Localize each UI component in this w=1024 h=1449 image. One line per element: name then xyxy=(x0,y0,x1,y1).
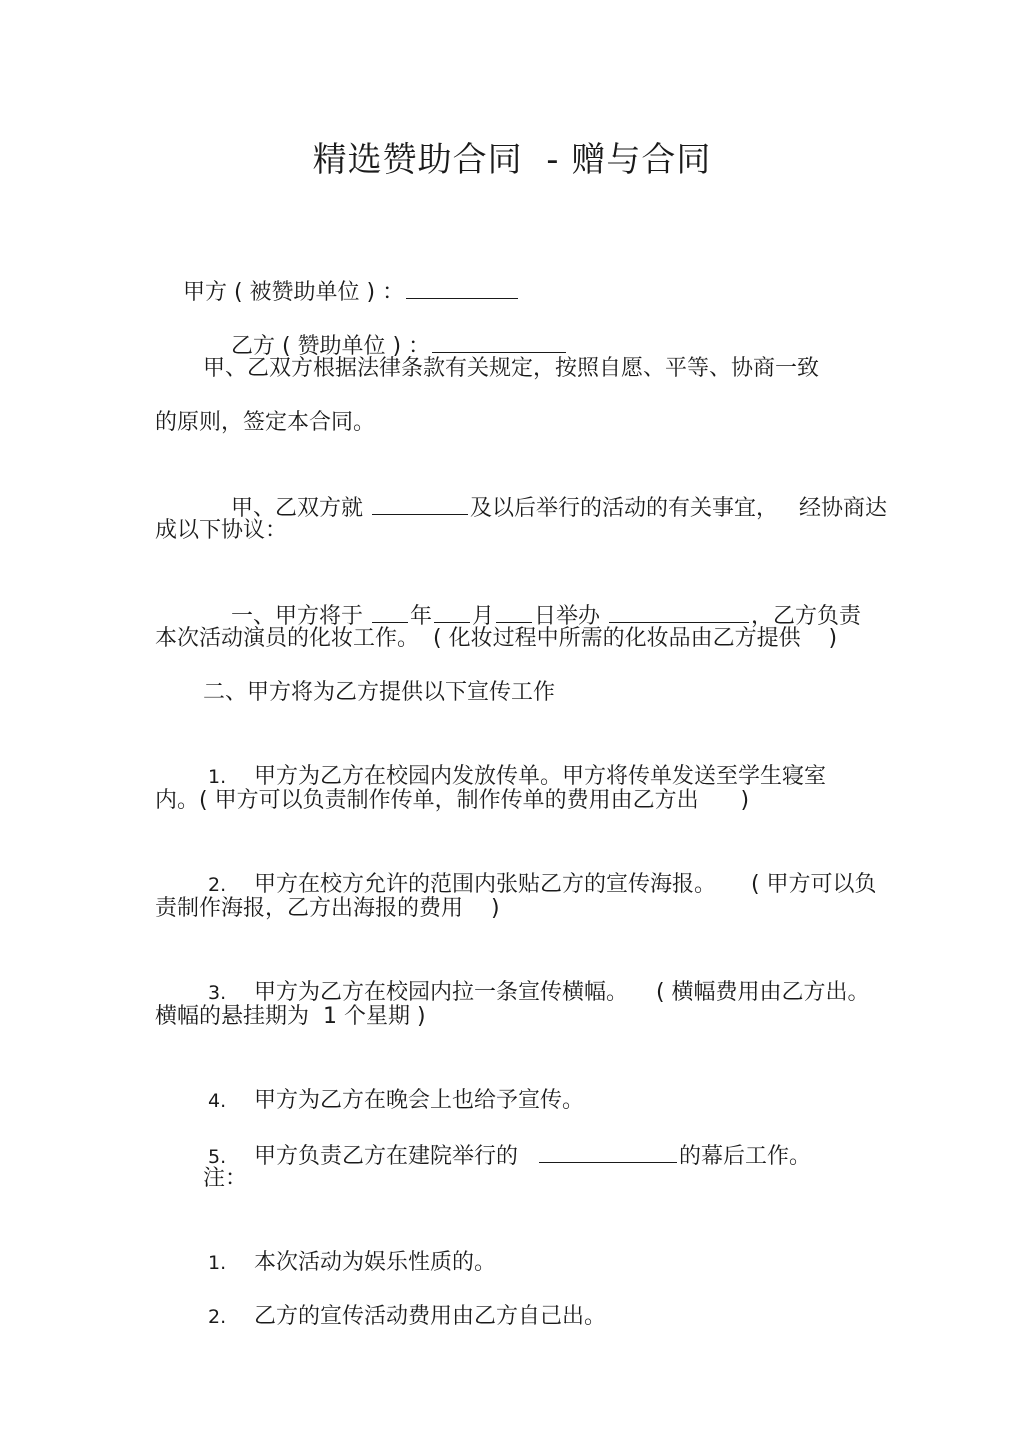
party-a-label: 甲方 ( 被赞助单位 ) ： xyxy=(182,280,405,305)
article-2-heading: 二、甲方将为乙方提供以下宣传工作 xyxy=(203,680,556,705)
month-label: 月 xyxy=(472,604,495,629)
item-text: 甲方负责乙方在建院举行的 xyxy=(253,1144,525,1169)
note-label: 注： xyxy=(203,1166,248,1191)
day-blank[interactable] xyxy=(496,600,532,623)
item-text: 甲方为乙方在晚会上也给予宣传。 xyxy=(253,1088,584,1113)
agreement-line-2: 成以下协议： xyxy=(155,518,288,543)
article-1-line-2: 本次活动演员的化妆工作。 ( 化妆过程中所需的化妆品由乙方提供 ) xyxy=(155,626,838,651)
agreement-line-1 xyxy=(203,462,887,554)
intro-line-1: 甲、乙双方根据法律条款有关规定，按照自愿、平等、协商一致 xyxy=(203,356,820,381)
agreement-text-b: 及以后举行的活动的有关事宜， 经协商达 xyxy=(469,496,887,521)
item-number: 2. xyxy=(207,874,227,896)
intro-line-2: 的原则，签定本合同。 xyxy=(155,410,376,435)
item-text: 甲方为乙方在校园内发放传单。甲方将传单发送至学生寝室 xyxy=(253,764,826,789)
year-blank[interactable] xyxy=(372,600,408,623)
list-item xyxy=(180,1110,811,1202)
item-number: 1. xyxy=(207,766,227,788)
party-b-blank[interactable] xyxy=(432,330,566,353)
item-number: 5. xyxy=(207,1146,227,1168)
day-label: 日举办 xyxy=(534,604,608,629)
party-b-label: 乙方 ( 赞助单位 ) ： xyxy=(230,334,431,359)
page-title: 精选赞助合同 - 赠与合同 xyxy=(312,140,712,180)
item-text-tail: 的幕后工作。 xyxy=(678,1144,811,1169)
party-a-blank[interactable] xyxy=(406,276,518,299)
year-label: 年 xyxy=(409,604,432,629)
item-continuation: 横幅的悬挂期为 1 个星期 ) xyxy=(155,1004,426,1029)
agreement-text-a: 甲、乙双方就 xyxy=(230,496,370,521)
month-blank[interactable] xyxy=(434,600,470,623)
item-continuation: 内。( 甲方可以负责制作传单，制作传单的费用由乙方出 ) xyxy=(155,788,750,813)
activity-name-blank[interactable] xyxy=(372,492,468,515)
event-blank[interactable] xyxy=(609,600,749,623)
note-text: 本次活动为娱乐性质的。 xyxy=(253,1250,496,1275)
item-number: 3. xyxy=(207,982,227,1004)
item-text: 甲方为乙方在校园内拉一条宣传横幅。 ( 横幅费用由乙方出。 xyxy=(253,980,870,1005)
item-continuation: 责制作海报，乙方出海报的费用 ) xyxy=(155,896,500,921)
article-1-text-b: ，乙方负责 xyxy=(751,604,862,629)
note-number: 2. xyxy=(207,1306,227,1328)
note-number: 1. xyxy=(207,1252,227,1274)
venue-blank[interactable] xyxy=(539,1140,677,1163)
item-text: 甲方在校方允许的范围内张贴乙方的宣传海报。 ( 甲方可以负 xyxy=(253,872,877,897)
note-text: 乙方的宣传活动费用由乙方自己出。 xyxy=(253,1304,606,1329)
article-1-text-a: 一、甲方将于 xyxy=(230,604,370,629)
item-number: 4. xyxy=(207,1090,227,1112)
note-item xyxy=(180,1272,606,1362)
